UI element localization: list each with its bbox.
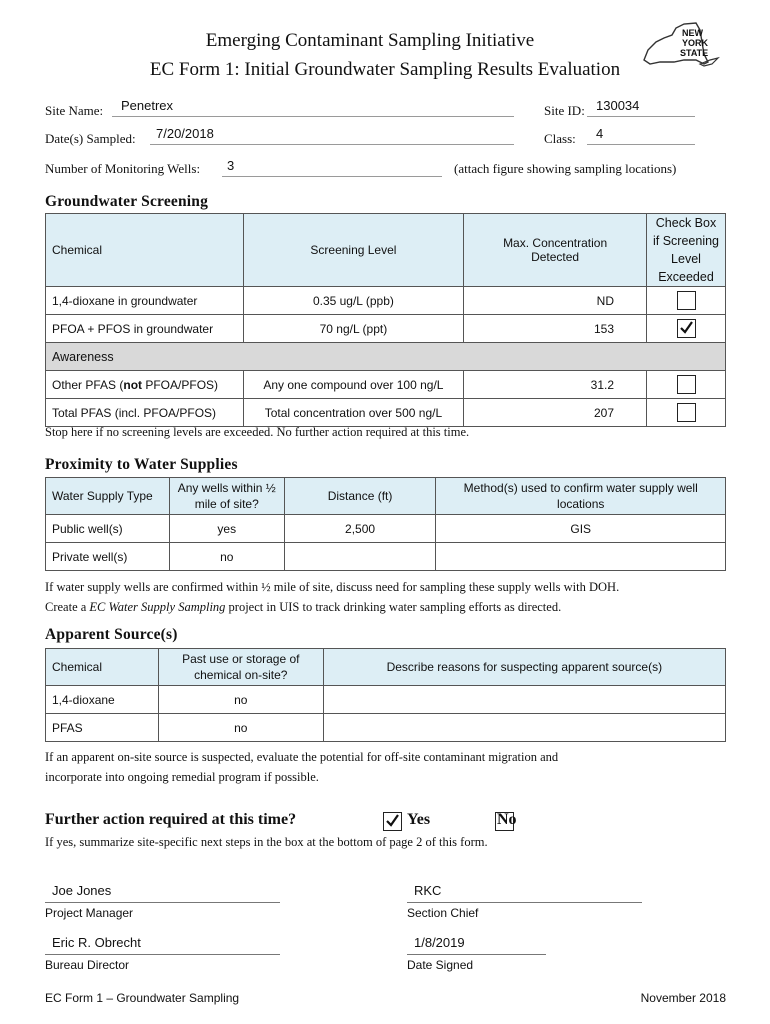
chemical-cell: 1,4-dioxane: [46, 686, 159, 714]
section-chief-name: RKC: [414, 883, 442, 898]
source-note-1: If an apparent on-site source is suspected, evaluate the potential for off-site contaminant migration and: [45, 750, 559, 764]
project-manager-caption: Project Manager: [45, 906, 134, 920]
source-note-2: incorporate into ongoing remedial program if possible.: [45, 770, 319, 784]
proximity-table: [45, 477, 726, 571]
screening-note: Stop here if no screening levels are exceeded. No further action required at this time.: [45, 425, 470, 439]
header-method: Method(s) used to confirm water supply well locations: [436, 478, 726, 515]
source-header-row: [46, 649, 726, 686]
class-value: 4: [596, 126, 604, 141]
site-id-value: 130034: [596, 98, 640, 113]
site-name-label: Site Name:: [45, 103, 104, 118]
max-cell: ND: [464, 287, 647, 315]
bureau-director-name: Eric R. Obrecht: [52, 935, 141, 950]
class-field[interactable]: [587, 128, 695, 145]
level-cell: Any one compound over 100 ng/L: [243, 371, 464, 399]
within-cell: yes: [169, 515, 284, 543]
note-text: project in UIS to track drinking water sampling efforts as directed.: [225, 600, 562, 614]
checkmark-icon: [385, 813, 400, 828]
screening-heading: Groundwater Screening: [45, 193, 209, 210]
chemical-cell: 1,4-dioxane in groundwater: [46, 287, 244, 315]
supply-type-cell: Private well(s): [46, 543, 170, 571]
class-label: Class:: [544, 131, 576, 146]
further-action-note: If yes, summarize site-specific next steps in the box at the bottom of page 2 of this form.: [45, 835, 488, 849]
site-name-value: Penetrex: [121, 98, 174, 113]
header-supply-type: Water Supply Type: [46, 478, 170, 515]
note-text: Create a: [45, 600, 90, 614]
wells-value: 3: [227, 158, 235, 173]
awareness-label: Awareness: [46, 343, 726, 371]
past-use-cell: no: [158, 686, 323, 714]
header-reasons: Describe reasons for suspecting apparent source(s): [323, 649, 725, 686]
wells-field[interactable]: [222, 160, 442, 177]
checkbox-cell: [647, 287, 726, 315]
project-manager-name: Joe Jones: [52, 883, 112, 898]
date-signed-field[interactable]: [407, 936, 546, 955]
further-no-label: No: [497, 811, 517, 828]
header-max-concentration: Max. Concentration Detected: [464, 214, 647, 287]
screening-header-row: [46, 214, 726, 287]
note-emphasis: EC Water Supply Sampling: [89, 600, 226, 614]
date-sampled-label: Date(s) Sampled:: [45, 131, 136, 146]
section-chief-signature[interactable]: [407, 884, 642, 903]
header-check-box: Check Box if Screening Level Exceeded: [647, 214, 726, 287]
table-row: [46, 371, 726, 399]
level-cell: 0.35 ug/L (ppb): [243, 287, 464, 315]
svg-text:YORK: YORK: [682, 38, 709, 48]
section-chief-caption: Section Chief: [407, 906, 479, 920]
past-use-cell: no: [158, 714, 323, 742]
awareness-row: [46, 343, 726, 371]
source-heading: Apparent Source(s): [45, 626, 178, 643]
chemical-emphasis: not: [123, 377, 143, 392]
site-name-field[interactable]: [112, 100, 514, 117]
header-within: Any wells within ½ mile of site?: [169, 478, 284, 515]
further-yes-checkbox[interactable]: [383, 812, 402, 831]
reason-cell[interactable]: [323, 714, 725, 742]
header-distance: Distance (ft): [284, 478, 436, 515]
site-id-field[interactable]: [587, 100, 695, 117]
table-row: [46, 714, 726, 742]
proximity-heading: Proximity to Water Supplies: [45, 456, 238, 473]
further-action-question: Further action required at this time?: [45, 811, 297, 828]
exceeded-checkbox[interactable]: [677, 319, 696, 338]
checkmark-icon: [679, 320, 694, 335]
level-cell: 70 ng/L (ppt): [243, 315, 464, 343]
chemical-cell: [46, 371, 244, 399]
project-manager-signature[interactable]: [45, 884, 280, 903]
header-chemical: Chemical: [46, 649, 159, 686]
svg-text:STATE: STATE: [680, 48, 709, 58]
exceeded-checkbox[interactable]: [677, 375, 696, 394]
within-cell: no: [169, 543, 284, 571]
checkbox-cell: [647, 371, 726, 399]
footer-form-name: EC Form 1 – Groundwater Sampling: [45, 991, 240, 1005]
site-id-label: Site ID:: [544, 103, 585, 118]
chemical-cell: PFOA + PFOS in groundwater: [46, 315, 244, 343]
max-cell: 207: [464, 399, 647, 427]
table-row: [46, 515, 726, 543]
chemical-text: Other PFAS (: [52, 377, 124, 392]
exceeded-checkbox[interactable]: [677, 403, 696, 422]
chemical-text: PFOA/PFOS): [142, 377, 219, 392]
method-cell: [436, 543, 726, 571]
proximity-note-2: [45, 597, 561, 617]
bureau-director-caption: Bureau Director: [45, 958, 130, 972]
svg-text:NEW: NEW: [682, 28, 703, 38]
bureau-director-signature[interactable]: [45, 936, 280, 955]
chemical-cell: Total PFAS (incl. PFOA/PFOS): [46, 399, 244, 427]
checkbox-cell: [647, 315, 726, 343]
table-row: [46, 315, 726, 343]
date-signed-value: 1/8/2019: [414, 935, 465, 950]
distance-cell: [284, 543, 436, 571]
footer-date: November 2018: [640, 991, 726, 1005]
chemical-cell: PFAS: [46, 714, 159, 742]
max-cell: 153: [464, 315, 647, 343]
wells-label: Number of Monitoring Wells:: [45, 161, 201, 176]
checkbox-cell: [647, 399, 726, 427]
wells-note: (attach figure showing sampling locations): [454, 161, 677, 176]
supply-type-cell: Public well(s): [46, 515, 170, 543]
nys-logo: [634, 20, 724, 78]
table-row: [46, 543, 726, 571]
header-past-use: Past use or storage of chemical on-site?: [158, 649, 323, 686]
distance-cell: 2,500: [284, 515, 436, 543]
table-row: [46, 686, 726, 714]
screening-table: [45, 213, 726, 427]
date-signed-caption: Date Signed: [407, 958, 474, 972]
header-chemical: Chemical: [46, 214, 244, 287]
header-screening-level: Screening Level: [243, 214, 464, 287]
exceeded-checkbox[interactable]: [677, 291, 696, 310]
further-yes-label: Yes: [407, 811, 431, 828]
level-cell: Total concentration over 500 ng/L: [243, 399, 464, 427]
source-table: [45, 648, 726, 742]
proximity-note-1: If water supply wells are confirmed within ½ mile of site, discuss need for sampling these supply wells with DOH.: [45, 580, 620, 594]
method-cell: GIS: [436, 515, 726, 543]
date-sampled-value: 7/20/2018: [156, 126, 214, 141]
table-row: [46, 287, 726, 315]
form-title: Emerging Contaminant Sampling Initiative: [205, 30, 535, 51]
reason-cell[interactable]: [323, 686, 725, 714]
proximity-header-row: [46, 478, 726, 515]
date-sampled-field[interactable]: [150, 128, 514, 145]
form-subtitle: EC Form 1: Initial Groundwater Sampling Results Evaluation: [149, 59, 621, 80]
max-cell: 31.2: [464, 371, 647, 399]
